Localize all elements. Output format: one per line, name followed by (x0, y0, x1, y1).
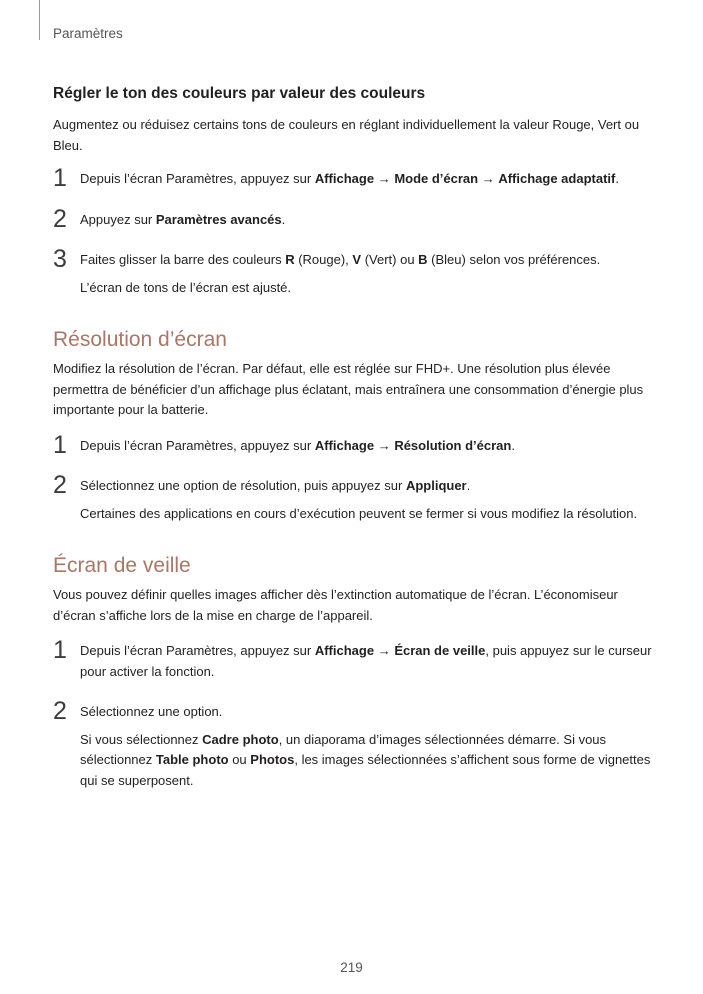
step-number: 1 (53, 430, 67, 459)
step-note: Certaines des applications en cours d’exécution peuvent se fermer si vous modifiez la résolution. (80, 505, 638, 521)
step-number: 2 (53, 471, 67, 499)
section-title: Résolution d’écran (53, 328, 227, 351)
subsection-title: Régler le ton des couleurs par valeur des couleurs (53, 85, 426, 102)
step-number: 2 (53, 697, 67, 725)
section-intro: Augmentez ou réduisez certains tons de couleurs en réglant individuellement la valeur Rouge, Vert ou Bleu. (53, 117, 640, 153)
step-item: 2 Sélectionnez une option. Si vous sélectionnez Cadre photo, un diaporama d’images sélectionnées démarre. Si vous sélectionnez Table photo ou Photos, les images sélectionnées s’affichent sous forme de vignettes qui se superposent. (53, 702, 653, 791)
page-header: Paramètres (53, 26, 123, 41)
step-item: 1 Depuis l’écran Paramètres, appuyez sur Affichage → Écran de veille, puis appuyez sur le curseur pour activer la fonction. (53, 636, 652, 679)
step-number: 1 (53, 636, 67, 664)
step-item: 2 Appuyez sur Paramètres avancés. (53, 204, 286, 233)
step-number: 2 (53, 204, 67, 233)
step-number: 1 (53, 164, 67, 192)
step-item: 1 Depuis l’écran Paramètres, appuyez sur Affichage → Résolution d’écran. (53, 430, 515, 459)
section-intro: Modifiez la résolution de l’écran. Par défaut, elle est réglée sur FHD+. Une résolution plus élevée permettra de bénéficier d’un affichage plus éclatant, mais entraînera une consommation d’énergie plus importante pour la batterie. (53, 361, 644, 417)
step-item: 3 Faites glisser la barre des couleurs R (Rouge), V (Vert) ou B (Bleu) selon vos préférences. L’écran de tons de l’écran est ajusté. (53, 250, 653, 298)
page-number: 219 (340, 960, 363, 975)
step-item: 2 Sélectionnez une option de résolution, puis appuyez sur Appliquer. Certaines des applications en cours d’exécution peuvent se fermer si vous modifiez la résolution. (53, 476, 653, 524)
step-number: 3 (53, 245, 67, 273)
step-note: L’écran de tons de l’écran est ajusté. (80, 279, 292, 295)
section-intro: Vous pouvez définir quelles images afficher dès l’extinction automatique de l’écran. L’économiseur d’écran s’affiche lors de la mise en charge de l’appareil. (53, 587, 618, 623)
step-note: Si vous sélectionnez Cadre photo, un diaporama d’images sélectionnées démarre. Si vous sélectionnez Table photo ou Photos, les images sélectionnées s’affichent sous forme de vignettes qui se superposent. (80, 731, 651, 788)
section-title: Écran de veille (53, 554, 191, 577)
content (53, 84, 653, 791)
header-divider (39, 0, 40, 40)
step-item: 1 Depuis l’écran Paramètres, appuyez sur Affichage → Mode d’écran → Affichage adaptatif. (53, 164, 619, 192)
